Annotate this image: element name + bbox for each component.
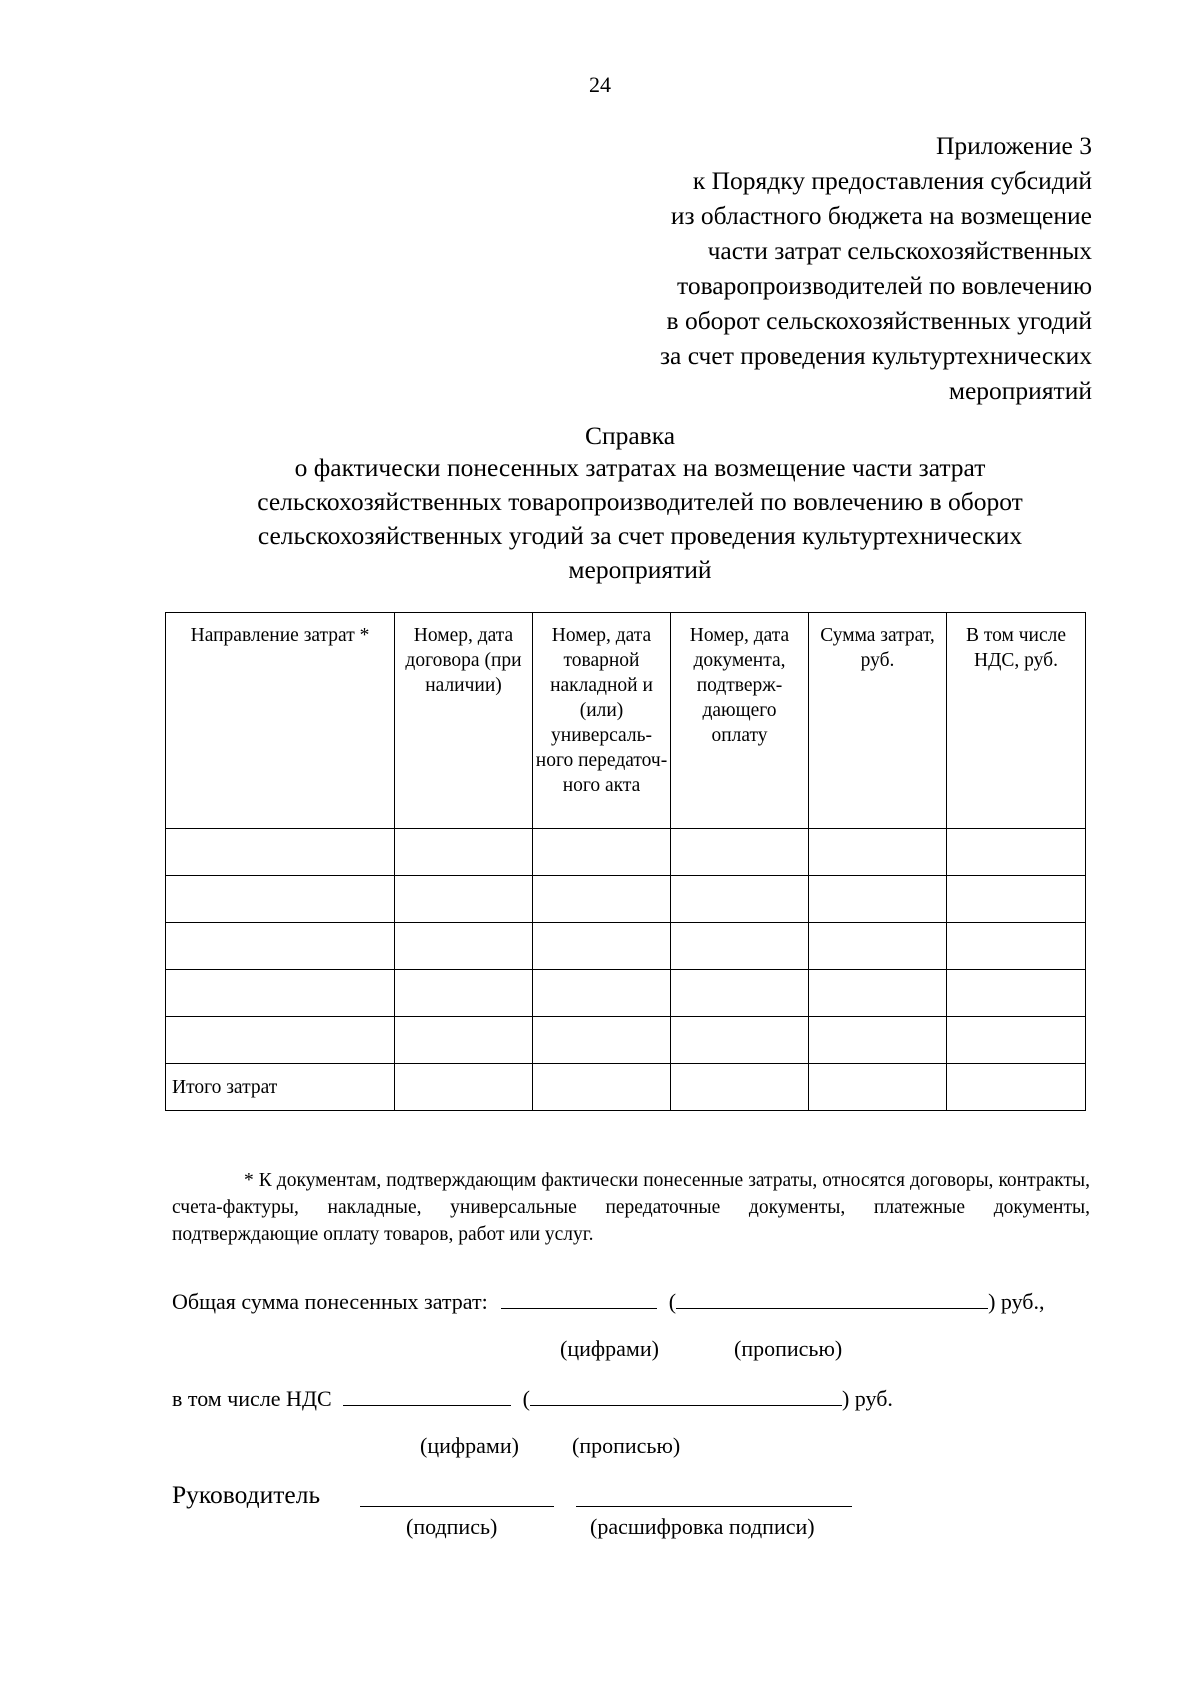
total-words-field[interactable] xyxy=(676,1286,988,1309)
table-cell[interactable] xyxy=(166,970,395,1017)
table-cell[interactable] xyxy=(809,1017,947,1064)
subtitle-line: сельскохозяйственных угодий за счет проведения культуртехнических xyxy=(257,521,1023,550)
table-cell[interactable] xyxy=(395,876,533,923)
table-cell[interactable] xyxy=(533,876,671,923)
table-row xyxy=(166,923,1086,970)
table-row xyxy=(166,970,1086,1017)
table-cell[interactable] xyxy=(671,876,809,923)
table-cell[interactable] xyxy=(947,1017,1086,1064)
total-amount-label: Общая сумма понесенных затрат: xyxy=(172,1289,488,1314)
table-cell[interactable] xyxy=(671,1017,809,1064)
document-title: Справка xyxy=(584,421,676,450)
table-cell[interactable] xyxy=(809,923,947,970)
table-cell[interactable] xyxy=(533,1064,671,1111)
table-cell[interactable] xyxy=(395,1064,533,1111)
header-payment-doc: Номер, дата документа, подтверж-дающего оплату xyxy=(671,613,809,829)
table-cell[interactable] xyxy=(395,923,533,970)
table-cell[interactable] xyxy=(947,876,1086,923)
footnote: * К документам, подтверждающим фактически понесенные затраты, относятся договоры, контракты, счета-фактуры, накладные, универсальные передаточные документы, платежные документы, подтверждающие оплату товаров, работ или услуг. xyxy=(172,1170,1090,1245)
appendix-line: из областного бюджета на возмещение xyxy=(670,201,1092,230)
table-row xyxy=(166,1017,1086,1064)
words-caption: (прописью) xyxy=(734,1336,843,1361)
vat-words-field[interactable] xyxy=(530,1383,842,1406)
table-cell[interactable] xyxy=(395,829,533,876)
header-amount: Сумма затрат, руб. xyxy=(809,613,947,829)
signature-role: Руководитель xyxy=(172,1480,321,1509)
header-invoice: Номер, дата товарной накладной и (или) универсаль-ного передаточ-ного акта xyxy=(533,613,671,829)
table-cell[interactable] xyxy=(166,923,395,970)
appendix-block xyxy=(472,128,1092,408)
table-cell[interactable] xyxy=(671,970,809,1017)
total-digits-field[interactable] xyxy=(501,1286,657,1309)
appendix-line: мероприятий xyxy=(948,376,1092,405)
document-subtitle xyxy=(190,451,1090,587)
appendix-line: Приложение 3 xyxy=(936,131,1092,160)
table-cell[interactable] xyxy=(671,923,809,970)
header-cost-direction: Направление затрат * xyxy=(166,613,395,829)
header-contract: Номер, дата договора (при наличии) xyxy=(395,613,533,829)
table-cell[interactable] xyxy=(166,829,395,876)
table-cell[interactable] xyxy=(533,829,671,876)
vat-suffix: ) руб. xyxy=(841,1386,893,1411)
table-cell[interactable] xyxy=(533,923,671,970)
appendix-line: за счет проведения культуртехнических xyxy=(659,341,1092,370)
subtitle-line: мероприятий xyxy=(568,555,712,584)
vat-line xyxy=(172,1383,893,1412)
vat-words-caption: (прописью) xyxy=(572,1433,681,1458)
digits-caption: (цифрами) xyxy=(560,1336,659,1361)
table-row xyxy=(166,876,1086,923)
table-cell[interactable] xyxy=(809,829,947,876)
table-cell[interactable] xyxy=(671,1064,809,1111)
table-row xyxy=(166,829,1086,876)
table-cell[interactable] xyxy=(166,1017,395,1064)
subtitle-line: о фактически понесенных затратах на возмещение части затрат xyxy=(294,453,986,482)
vat-label: в том числе НДС xyxy=(172,1386,332,1411)
table-cell[interactable] xyxy=(671,829,809,876)
table-cell[interactable] xyxy=(395,970,533,1017)
table-cell[interactable] xyxy=(947,970,1086,1017)
subtitle-line: сельскохозяйственных товаропроизводителей по вовлечению в оборот xyxy=(257,487,1023,516)
open-paren: ( xyxy=(522,1386,530,1411)
appendix-line: товаропроизводителей по вовлечению xyxy=(677,271,1092,300)
table-cell[interactable] xyxy=(809,876,947,923)
table-cell[interactable] xyxy=(947,1064,1086,1111)
table-total-row xyxy=(166,1064,1086,1111)
table-cell[interactable] xyxy=(533,1017,671,1064)
signature-decode-caption: (расшифровка подписи) xyxy=(590,1514,815,1539)
table-cell[interactable] xyxy=(533,970,671,1017)
appendix-line: в оборот сельскохозяйственных угодий xyxy=(666,306,1092,335)
table-header-row xyxy=(166,613,1086,829)
appendix-line: части затрат сельскохозяйственных xyxy=(707,236,1092,265)
header-vat: В том числе НДС, руб. xyxy=(947,613,1086,829)
table-cell[interactable] xyxy=(947,923,1086,970)
open-paren: ( xyxy=(668,1289,677,1314)
signature-caption: (подпись) xyxy=(406,1514,498,1539)
expenses-table xyxy=(165,612,1086,1111)
table-cell[interactable] xyxy=(166,876,395,923)
table-cell[interactable] xyxy=(809,1064,947,1111)
table-cell[interactable] xyxy=(947,829,1086,876)
signature-field[interactable] xyxy=(360,1506,554,1507)
table-cell[interactable] xyxy=(809,970,947,1017)
rub-suffix: ) руб., xyxy=(988,1289,1045,1314)
vat-digits-field[interactable] xyxy=(343,1383,511,1406)
table-cell[interactable] xyxy=(395,1017,533,1064)
vat-digits-caption: (цифрами) xyxy=(420,1433,519,1458)
appendix-line: к Порядку предоставления субсидий xyxy=(692,166,1092,195)
signature-decode-field[interactable] xyxy=(576,1506,852,1507)
page-number: 24 xyxy=(589,72,611,97)
total-label: Итого затрат xyxy=(166,1064,395,1111)
total-amount-line xyxy=(172,1286,1045,1315)
